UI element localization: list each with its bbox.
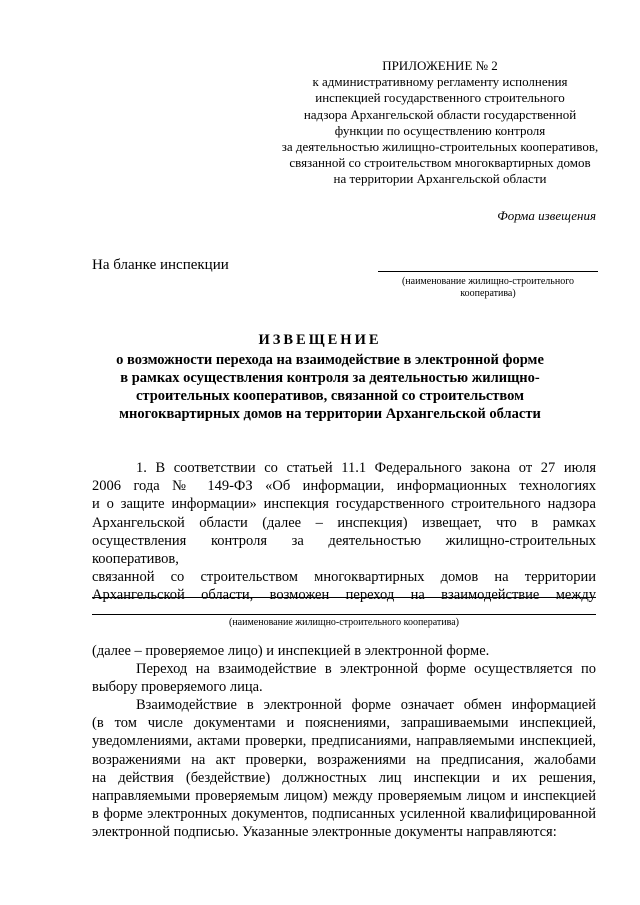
paragraph-line: 1. В соответствии со статьей 11.1 Федерального закона от 27 июля bbox=[136, 460, 596, 476]
subtitle-line: о возможности перехода на взаимодействие в электронной форме bbox=[116, 352, 544, 368]
paragraph-line: осуществления контроля за деятельностью жилищно-строительных кооперативов, bbox=[92, 532, 596, 568]
paragraph-line: Взаимодействие в электронной форме означает обмен информацией bbox=[136, 697, 596, 713]
appendix-line: связанной со строительством многоквартирных домов bbox=[289, 155, 591, 171]
appendix-line: за деятельностью жилищно-строительных кооперативов, bbox=[281, 139, 599, 155]
paragraph-1 bbox=[92, 459, 596, 605]
paragraph-line: (далее – проверяемое лицо) и инспекцией в электронной форме. bbox=[92, 643, 490, 659]
appendix-line: инспекцией государственного строительного bbox=[315, 90, 565, 106]
paragraph-line: 2006 года № 149-ФЗ «Об информации, информационных технологиях bbox=[92, 478, 596, 495]
appendix-line: на территории Архангельской области bbox=[333, 171, 547, 187]
appendix-line: функции по осуществлению контроля bbox=[334, 122, 546, 138]
paragraph-line: Архангельской области, возможен переход на взаимодействие между bbox=[92, 587, 596, 604]
paragraph-line: связанной со строительством многоквартирных домов на территории bbox=[92, 569, 596, 586]
paragraph-line: уведомлениями, актами проверки, предписаниями, направляемыми инспекцией, bbox=[92, 733, 596, 750]
paragraph-line: Переход на взаимодействие в электронной форме осуществляется по bbox=[136, 661, 596, 677]
caption-line: (наименование жилищно-строительного bbox=[401, 276, 575, 287]
paragraph-line: (в том числе документами и пояснениями, запрашиваемыми инспекцией, bbox=[92, 715, 596, 732]
subtitle-line: строительных кооперативов, связанной со строительством bbox=[135, 388, 525, 404]
document-title: ИЗВЕЩЕНИЕ bbox=[258, 332, 382, 348]
subtitle-line: многоквартирных домов на территории Архангельской области bbox=[119, 406, 541, 422]
paragraph-line: выбору проверяемого лица. bbox=[92, 679, 263, 696]
cooperative-blank-line bbox=[92, 597, 596, 598]
appendix-line: надзора Архангельской области государственной bbox=[303, 106, 577, 122]
paragraph-line: возражениями на акт проверки, возражениями на предписания, жалобами bbox=[92, 751, 596, 768]
paragraph-line: электронной подписью. Указанные электронные документы направляются: bbox=[92, 824, 557, 841]
paragraph-4 bbox=[92, 696, 596, 842]
subtitle-line: в рамках осуществления контроля за деятельностью жилищно- bbox=[120, 370, 540, 386]
cooperative-name-line bbox=[378, 271, 598, 272]
appendix-line: ПРИЛОЖЕНИЕ № 2 bbox=[382, 58, 498, 73]
paragraph-line: направляемыми проверяемым лицом) между проверяемым лицом и инспекцией bbox=[92, 788, 596, 805]
paragraph-line: и о защите информации» инспекция государственного строительного надзора bbox=[92, 496, 596, 513]
cooperative-name-caption bbox=[370, 276, 606, 300]
appendix-header bbox=[270, 58, 610, 188]
form-label: Форма извещения bbox=[497, 208, 596, 223]
cooperative-blank-caption: (наименование жилищно-строительного кооператива) bbox=[229, 617, 459, 628]
paragraph-line: Архангельской области (далее – инспекция) извещает, что в рамках bbox=[92, 514, 596, 531]
paragraph-3 bbox=[92, 660, 596, 696]
paragraph-2 bbox=[92, 642, 596, 660]
paragraph-line: в форме электронных документов, подписанных усиленной квалифицированной bbox=[92, 806, 596, 823]
blank-label: На бланке инспекции bbox=[92, 257, 229, 273]
caption-line: кооператива) bbox=[460, 288, 516, 299]
paragraph-line: на действия (бездействие) должностных лиц инспекции и их решения, bbox=[92, 769, 596, 786]
document-subtitle bbox=[60, 351, 600, 423]
appendix-line: к административному регламенту исполнения bbox=[312, 74, 568, 90]
cooperative-blank-line bbox=[92, 614, 596, 615]
